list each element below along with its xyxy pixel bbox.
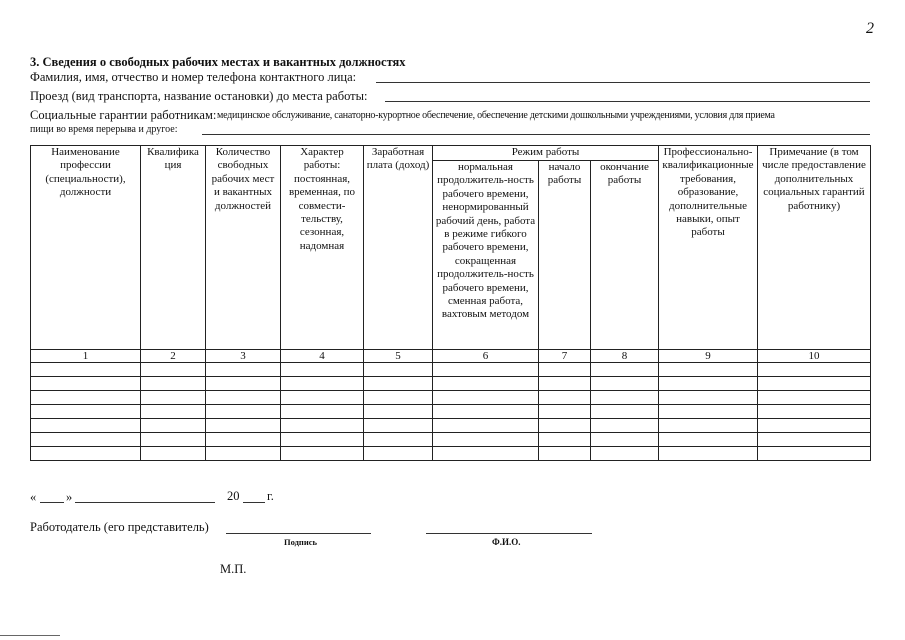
contact-person-field[interactable] [376, 82, 870, 83]
date-open-quote: « [30, 490, 37, 504]
table-cell[interactable] [364, 433, 433, 447]
table-cell[interactable] [758, 405, 871, 419]
table-cell[interactable] [659, 405, 758, 419]
table-cell[interactable] [433, 363, 539, 377]
social-guarantees-hint: медицинское обслуживание, санаторно-курортное обеспечение, обеспечение детскими дошкольными учреждениями, условия для приема [217, 110, 775, 121]
table-cell[interactable] [433, 419, 539, 433]
table-cell[interactable] [659, 363, 758, 377]
transport-field[interactable] [385, 101, 870, 102]
column-number: 5 [364, 350, 433, 363]
table-cell[interactable] [141, 363, 206, 377]
table-cell[interactable] [591, 391, 659, 405]
header-salary: Заработная плата (доход) [364, 146, 433, 350]
table-cell[interactable] [364, 405, 433, 419]
table-cell[interactable] [591, 419, 659, 433]
table-row [31, 405, 871, 419]
table-cell[interactable] [31, 377, 141, 391]
table-cell[interactable] [281, 363, 364, 377]
name-caption: Ф.И.О. [492, 537, 521, 547]
table-cell[interactable] [364, 363, 433, 377]
table-cell[interactable] [591, 447, 659, 461]
table-cell[interactable] [364, 447, 433, 461]
table-cell[interactable] [758, 377, 871, 391]
table-cell[interactable] [758, 433, 871, 447]
scan-edge-mark [0, 635, 60, 636]
table-cell[interactable] [433, 405, 539, 419]
table-cell[interactable] [659, 433, 758, 447]
header-work-type: Характер работы: постоянная, временная, по совмести-тельству, сезонная, надомная [281, 146, 364, 350]
table-cell[interactable] [364, 377, 433, 391]
table-cell[interactable] [141, 377, 206, 391]
date-year-suffix: г. [267, 489, 274, 503]
stamp-label: М.П. [220, 562, 247, 576]
contact-person-label: Фамилия, имя, отчество и номер телефона контактного лица: [30, 70, 357, 84]
table-cell[interactable] [659, 377, 758, 391]
table-cell[interactable] [31, 419, 141, 433]
table-cell[interactable] [281, 391, 364, 405]
table-cell[interactable] [31, 447, 141, 461]
table-cell[interactable] [539, 405, 591, 419]
table-cell[interactable] [433, 433, 539, 447]
column-number: 6 [433, 350, 539, 363]
header-vacancy-count: Количество свободных рабочих мест и вакантных должностей [206, 146, 281, 350]
column-number: 1 [31, 350, 141, 363]
table-row [31, 391, 871, 405]
table-cell[interactable] [758, 391, 871, 405]
table-cell[interactable] [433, 377, 539, 391]
table-cell[interactable] [539, 419, 591, 433]
table-row [31, 377, 871, 391]
table-cell[interactable] [364, 419, 433, 433]
header-start-time: начало работы [539, 161, 591, 350]
table-cell[interactable] [539, 433, 591, 447]
social-guarantees-label: Социальные гарантии работникам: [30, 108, 217, 122]
table-cell[interactable] [539, 447, 591, 461]
table-cell[interactable] [206, 447, 281, 461]
table-row [31, 419, 871, 433]
vacancies-table [30, 145, 871, 461]
date-month-field[interactable] [75, 502, 215, 503]
table-cell[interactable] [141, 405, 206, 419]
table-cell[interactable] [281, 377, 364, 391]
header-working-hours: нормальная продолжитель-ность рабочего времени, ненормированный рабочий день, работа в режиме гибкого рабочего времени, сокращенная продолжитель-ность рабочего времени, сменная работа, вахтовым методом [433, 161, 539, 350]
table-row [31, 433, 871, 447]
table-cell[interactable] [141, 419, 206, 433]
table-cell[interactable] [539, 377, 591, 391]
table-cell[interactable] [141, 391, 206, 405]
table-cell[interactable] [591, 405, 659, 419]
column-number: 8 [591, 350, 659, 363]
table-cell[interactable] [206, 419, 281, 433]
table-cell[interactable] [31, 433, 141, 447]
column-number: 4 [281, 350, 364, 363]
table-row [31, 447, 871, 461]
table-cell[interactable] [31, 391, 141, 405]
table-row [31, 363, 871, 377]
table-cell[interactable] [141, 447, 206, 461]
header-end-time: окончание работы [591, 161, 659, 350]
table-cell[interactable] [758, 419, 871, 433]
name-field[interactable] [426, 533, 592, 534]
table-cell[interactable] [758, 363, 871, 377]
table-cell[interactable] [539, 391, 591, 405]
table-cell[interactable] [433, 391, 539, 405]
signature-caption: Подпись [284, 537, 317, 547]
table-cell[interactable] [539, 363, 591, 377]
header-profession: Наименование профессии (специальности), должности [31, 146, 141, 350]
table-cell[interactable] [591, 433, 659, 447]
column-number: 9 [659, 350, 758, 363]
table-cell[interactable] [206, 405, 281, 419]
employer-label: Работодатель (его представитель) [30, 520, 209, 534]
column-number: 7 [539, 350, 591, 363]
table-cell[interactable] [591, 377, 659, 391]
date-year-field[interactable] [243, 502, 265, 503]
table-cell[interactable] [433, 447, 539, 461]
header-work-schedule: Режим работы [433, 146, 659, 161]
date-day-field[interactable] [40, 502, 64, 503]
column-number: 3 [206, 350, 281, 363]
header-requirements: Профессионально-квалификационные требования, образование, дополнительные навыки, опыт работы [659, 146, 758, 350]
date-year-prefix: 20 [227, 489, 240, 503]
social-guarantees-field[interactable] [202, 134, 870, 135]
table-cell[interactable] [31, 405, 141, 419]
column-numbers-row [31, 350, 871, 363]
table-cell[interactable] [659, 391, 758, 405]
header-qualification: Квалифика ция [141, 146, 206, 350]
table-cell[interactable] [364, 391, 433, 405]
table-cell[interactable] [758, 447, 871, 461]
column-number: 10 [758, 350, 871, 363]
table-cell[interactable] [591, 363, 659, 377]
table-cell[interactable] [659, 447, 758, 461]
table-cell[interactable] [206, 391, 281, 405]
table-cell[interactable] [206, 433, 281, 447]
table-cell[interactable] [31, 363, 141, 377]
date-close-quote: » [66, 490, 73, 504]
signature-field[interactable] [226, 533, 371, 534]
table-cell[interactable] [281, 447, 364, 461]
section-title: 3. Сведения о свободных рабочих местах и вакантных должностях [30, 55, 406, 69]
column-number: 2 [141, 350, 206, 363]
page-number: 2 [866, 20, 874, 37]
table-cell[interactable] [281, 405, 364, 419]
header-notes: Примечание (в том числе предоставление дополнительных социальных гарантий работнику) [758, 146, 871, 350]
table-cell[interactable] [281, 419, 364, 433]
table-cell[interactable] [206, 363, 281, 377]
table-cell[interactable] [281, 433, 364, 447]
table-cell[interactable] [206, 377, 281, 391]
table-cell[interactable] [141, 433, 206, 447]
table-cell[interactable] [659, 419, 758, 433]
transport-label: Проезд (вид транспорта, название остановки) до места работы: [30, 89, 368, 103]
social-guarantees-hint-cont: пищи во время перерыва и другое: [30, 124, 178, 135]
